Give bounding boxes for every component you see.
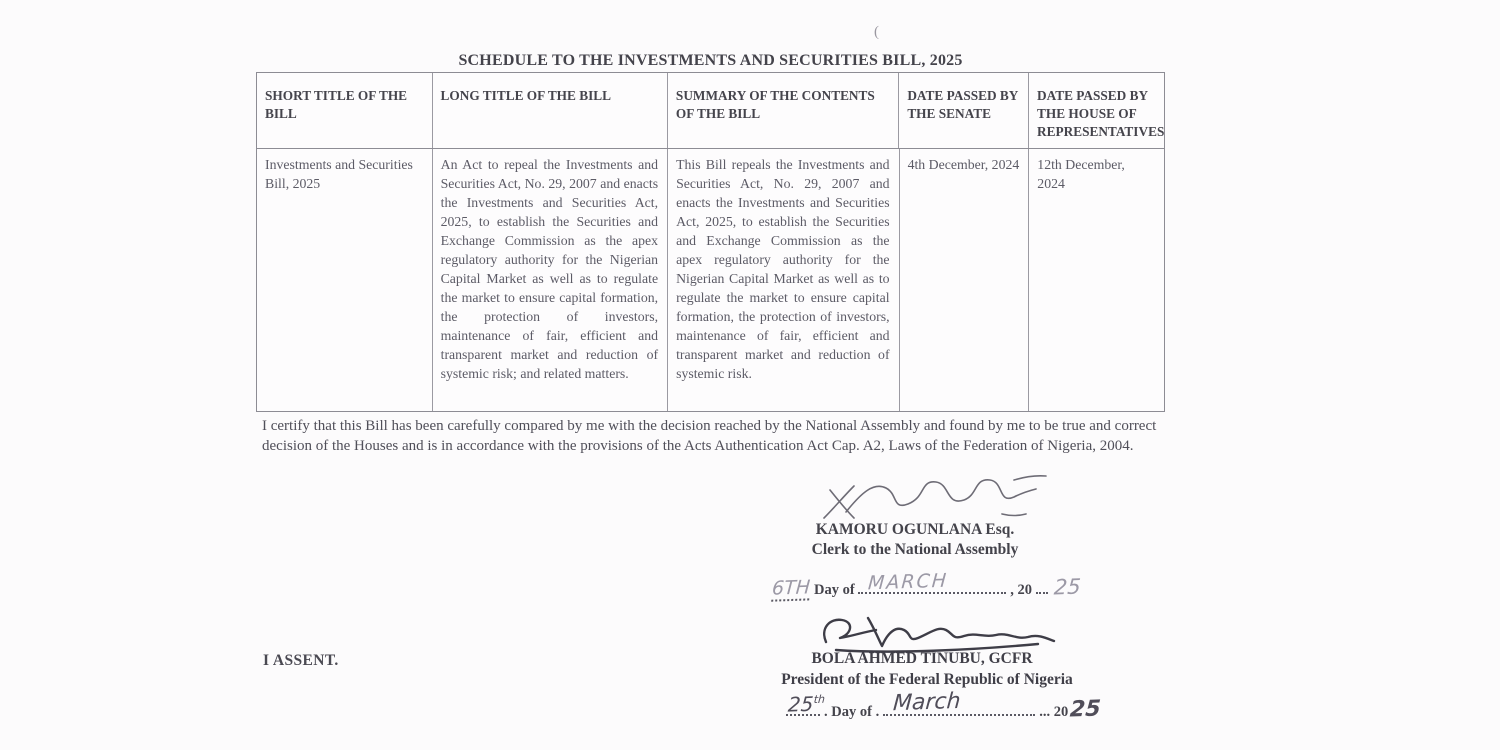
certification-paragraph: I certify that this Bill has been carefully compared by me with the decision reached by the National Assembly and found by me to be true and correct decision of the Houses and is in accordance with the provisions of the Acts Authentication Act Cap. A2, Laws of the Federation of Nigeria, 2004. xyxy=(262,418,1157,455)
assent-label: I ASSENT. xyxy=(263,652,339,669)
clerk-date-label: Day of xyxy=(813,582,855,598)
clerk-date-year-printed: , 20 xyxy=(1010,582,1033,598)
header-date-senate: DATE PASSED BY THE SENATE xyxy=(899,73,1029,148)
president-date-year-printed: ... 20 xyxy=(1039,704,1069,720)
president-date-day-handwritten: 25th xyxy=(787,691,826,717)
president-date-day-dotted-line xyxy=(786,691,826,717)
clerk-date-month-dotted-line xyxy=(858,569,1006,595)
president-date-month-handwritten: March xyxy=(892,688,962,717)
president-date-month-dotted-line xyxy=(883,688,1035,717)
document-title: SCHEDULE TO THE INVESTMENTS AND SECURITIES BILL, 2025 xyxy=(458,52,963,69)
cell-summary: This Bill repeals the Investments and Securities Act, No. 29, 2007 and enacts the Investments and Securities Act, 2025, to establish the Securities and Exchange Commission as the apex regulatory authority for the Nigerian Capital Market as well as to regulate the market to ensure capital formation, the protection of investors, maintenance of fair, efficient and transparent market and reduction of systemic risk. xyxy=(668,149,899,411)
cell-date-senate: 4th December, 2024 xyxy=(900,149,1030,411)
clerk-date-day-handwritten: 6TH xyxy=(771,576,811,601)
schedule-table xyxy=(256,72,1165,412)
header-date-house: DATE PASSED BY THE HOUSE OF REPRESENTATIVES xyxy=(1037,88,1165,139)
cell-short-title: Investments and Securities Bill, 2025 xyxy=(257,149,433,411)
header-long-title: LONG TITLE OF THE BILL xyxy=(433,73,668,148)
stray-pen-mark: ( xyxy=(874,24,879,40)
president-name: BOLA AHMED TINUBU, GCFR xyxy=(811,650,1033,667)
table-row xyxy=(257,149,1164,411)
president-date-label: . Day of . xyxy=(824,704,880,720)
cell-date-house: 12th December, 2024 xyxy=(1037,157,1125,192)
clerk-name: KAMORU OGUNLANA Esq. xyxy=(815,521,1015,538)
president-date-year-handwritten: 25 xyxy=(1069,696,1102,723)
table-header-row xyxy=(257,73,1164,149)
clerk-title: Clerk to the National Assembly xyxy=(811,541,1019,558)
president-title: President of the Federal Republic of Nigeria xyxy=(781,671,1073,688)
header-short-title: SHORT TITLE OF THE BILL xyxy=(257,73,433,148)
cell-long-title: An Act to repeal the Investments and Securities Act, No. 29, 2007 and enacts the Investments and Securities Act, 2025, to establish the Securities and Exchange Commission as the apex regulatory authority for the Nigerian Capital Market as well as to regulate the market to ensure capital formation, the protection of investors, maintenance of fair, efficient and transparent market and reduction of systemic risk; and related matters. xyxy=(433,149,668,411)
clerk-date-year-handwritten: 25 xyxy=(1053,574,1082,600)
president-date-line xyxy=(786,688,1102,723)
clerk-date-year-dotted-line xyxy=(1036,580,1048,594)
header-summary: SUMMARY OF THE CONTENTS OF THE BILL xyxy=(668,73,899,148)
clerk-date-line xyxy=(771,569,1082,601)
clerk-date-month-handwritten: MARCH xyxy=(867,569,950,595)
clerk-signature-icon xyxy=(818,470,1050,524)
